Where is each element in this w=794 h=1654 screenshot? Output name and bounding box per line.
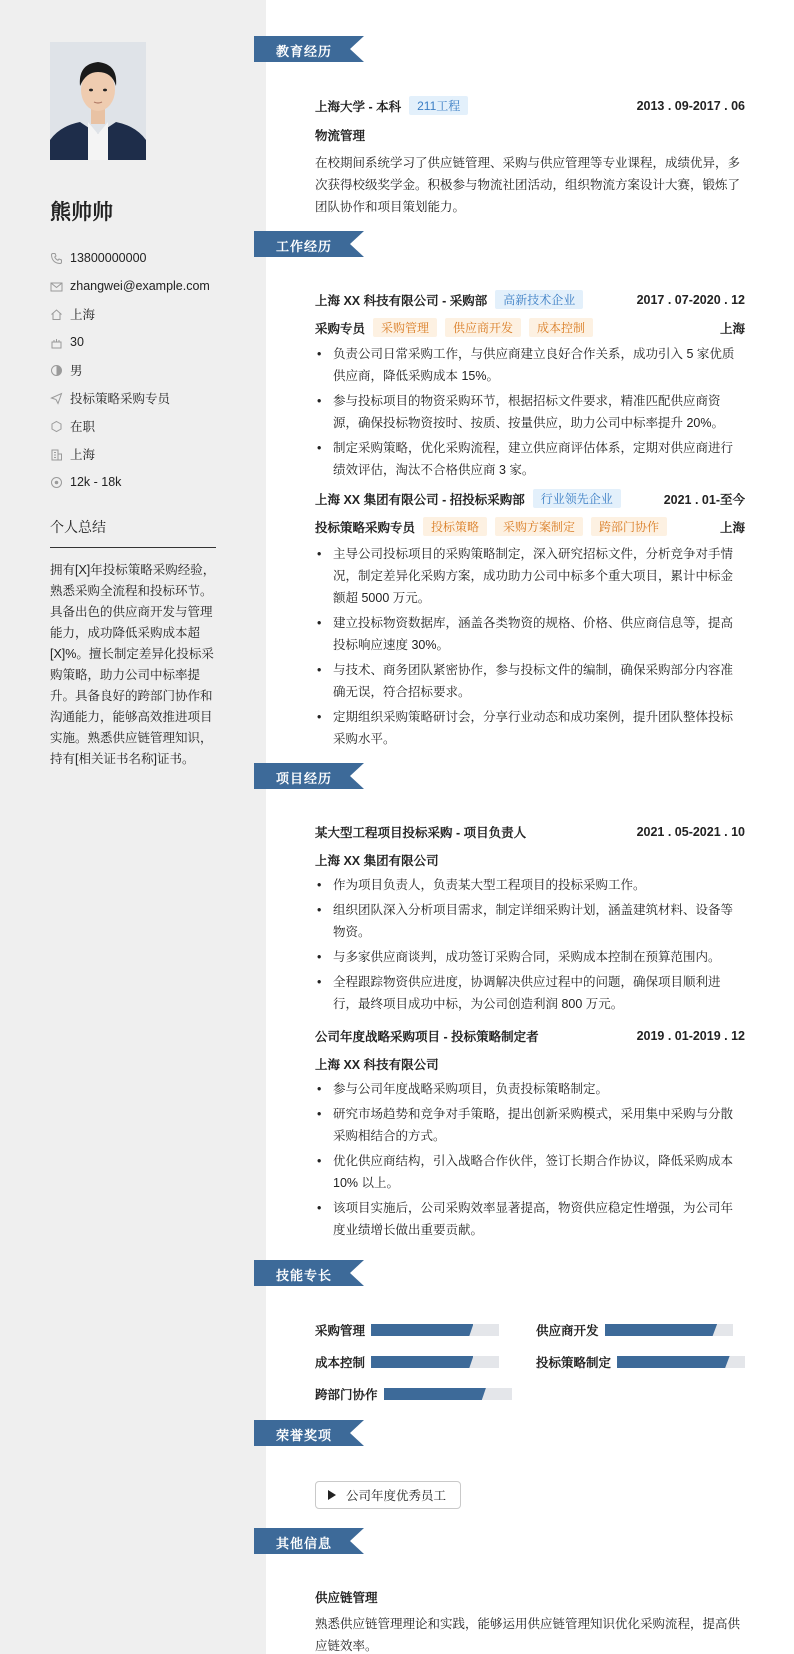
education-description: 在校期间系统学习了供应链管理、采购与供应管理等专业课程，成绩优异，多次获得校级奖学金。积极参与物流社团活动，组织物流方案设计大赛，锻炼了团队协作和项目策划能力。 (315, 156, 741, 214)
honor-badge (315, 1481, 461, 1509)
role-tag: 采购方案制定 (495, 517, 583, 536)
school-name: 上海大学 - 本科 (315, 99, 402, 114)
role-tag: 跨部门协作 (591, 517, 667, 536)
skill-bar-fill (371, 1356, 473, 1368)
info-location (50, 300, 250, 328)
summary-text: 拥有[X]年投标策略采购经验，熟悉采购全流程和投标环节。具备出色的供应商开发与管理能力，成功降低采购成本超[X]%。擅长制定差异化投标采购策略，助力公司中标率提升。具备良好的跨部门协作和沟通能力，能够高效推进项目实施。熟悉供应链管理知识，持有[相关证书名称]证书。 (50, 563, 216, 766)
skill-item (315, 1353, 499, 1371)
section-header-education (254, 36, 364, 62)
info-salary (50, 468, 250, 496)
skill-bar (371, 1356, 499, 1368)
education-date: 2013 . 09-2017 . 06 (636, 98, 745, 113)
project-title: 公司年度战略采购项目 - 投标策略制定者 (315, 1030, 539, 1044)
work-company: 上海 XX 集团有限公司 - 招投标采购部 (315, 492, 525, 507)
work-bullets (315, 343, 745, 484)
project-bullets (315, 874, 745, 1018)
phone-text: 13800000000 (70, 251, 147, 265)
section-header-work (254, 231, 364, 257)
list-item: • 参与公司年度战略采购项目，负责投标策略制定。 (315, 1078, 745, 1100)
skill-name: 供应商开发 (536, 1324, 599, 1338)
salary-icon (50, 476, 63, 489)
list-item: • 主导公司投标项目的采购策略制定，深入研究招标文件，分析竞争对手情况，制定差异化采购方案，成功助力公司中标多个重大项目，累计中标金额超 5000 万元。 (315, 543, 745, 609)
building-icon (50, 448, 63, 461)
section-title-work: 工作经历 (276, 239, 333, 254)
skill-bar-fill (384, 1388, 486, 1400)
work-header (315, 290, 745, 309)
skill-item (315, 1385, 512, 1403)
list-item: • 参与投标项目的物资采购环节，根据招标文件要求，精准匹配供应商资源，确保投标物资按时、按质、按量供应，助力公司中标率提升 20%。 (315, 390, 745, 434)
project-bullets (315, 1078, 745, 1244)
work-company: 上海 XX 科技有限公司 - 采购部 (315, 293, 488, 308)
work-city: 上海 (719, 520, 745, 535)
honor-text: 公司年度优秀员工 (346, 1489, 447, 1503)
play-triangle-icon (328, 1490, 336, 1500)
skill-name: 采购管理 (315, 1324, 366, 1338)
skill-item (536, 1353, 745, 1371)
role-tag: 采购管理 (373, 318, 437, 337)
education-header (315, 96, 745, 115)
list-item: • 全程跟踪物资供应进度，协调解决供应过程中的问题，确保项目顺利进行，最终项目成功中标，为公司创造利润 800 万元。 (315, 971, 745, 1015)
skill-item (315, 1321, 499, 1339)
work-city: 上海 (719, 321, 745, 336)
work-role-row (315, 517, 745, 536)
list-item: • 优化供应商结构，引入战略合作伙伴，签订长期合作协议，降低采购成本 10% 以上。 (315, 1150, 745, 1194)
info-email (50, 272, 250, 300)
list-item: • 负责公司日常采购工作，与供应商建立良好合作关系，成功引入 5 家优质供应商，降低采购成本 15%。 (315, 343, 745, 387)
skill-item (536, 1321, 733, 1339)
info-position (50, 384, 250, 412)
skill-bar-fill (605, 1324, 718, 1336)
skill-bar (617, 1356, 745, 1368)
info-status (50, 412, 250, 440)
list-item: • 作为项目负责人，负责某大型工程项目的投标采购工作。 (315, 874, 745, 896)
status-text: 在职 (70, 420, 96, 434)
email-text: zhangwei@example.com (70, 279, 210, 293)
other-description: 熟悉供应链管理理论和实践，能够运用供应链管理知识优化采购流程，提高供应链效率。 (315, 1617, 741, 1653)
project-title: 某大型工程项目投标采购 - 项目负责人 (315, 826, 527, 840)
list-item: • 研究市场趋势和竞争对手策略，提出创新采购模式，采用集中采购与分散采购相结合的方式。 (315, 1103, 745, 1147)
info-phone (50, 244, 250, 272)
work-role: 投标策略采购专员 (315, 520, 416, 535)
other-title: 供应链管理 (315, 1591, 378, 1605)
section-title-project: 项目经历 (276, 771, 333, 786)
summary-title: 个人总结 (50, 517, 216, 548)
age-text: 30 (70, 335, 84, 349)
home-icon (50, 308, 63, 321)
skill-bar (605, 1324, 733, 1336)
age-icon (50, 336, 63, 349)
info-gender (50, 356, 250, 384)
location-text: 上海 (70, 308, 96, 322)
skill-name: 投标策略制定 (536, 1356, 612, 1370)
avatar-photo (50, 42, 146, 160)
list-item: • 组织团队深入分析项目需求，制定详细采购计划，涵盖建筑材料、设备等物资。 (315, 899, 745, 943)
section-header-honors (254, 1420, 364, 1446)
skill-bar (371, 1324, 499, 1336)
skill-bar-fill (371, 1324, 473, 1336)
list-item: • 建立投标物资数据库，涵盖各类物资的规格、价格、供应商信息等，提高投标响应速度 30%。 (315, 612, 745, 656)
work-role: 采购专员 (315, 321, 366, 336)
position-text: 投标策略采购专员 (70, 392, 171, 406)
project-date: 2019 . 01-2019 . 12 (636, 1029, 745, 1043)
project-date: 2021 . 05-2021 . 10 (636, 825, 745, 839)
role-tag: 供应商开发 (445, 318, 521, 337)
section-title-other: 其他信息 (276, 1536, 333, 1551)
city-text: 上海 (70, 448, 96, 462)
work-bullets (315, 543, 745, 753)
section-header-other (254, 1528, 364, 1554)
skill-bar (384, 1388, 512, 1400)
education-major: 物流管理 (315, 129, 366, 143)
info-city (50, 440, 250, 468)
list-item: • 与多家供应商谈判，成功签订采购合同，采购成本控制在预算范围内。 (315, 946, 745, 968)
work-role-row (315, 318, 745, 337)
project-header (315, 1027, 745, 1045)
list-item: • 制定采购策略，优化采购流程，建立供应商评估体系，定期对供应商进行绩效评估，淘汰不合格供应商 3 家。 (315, 437, 745, 481)
work-date: 2021 . 01-至今 (663, 492, 745, 507)
skill-name: 跨部门协作 (315, 1388, 378, 1402)
gender-text: 男 (70, 364, 83, 378)
salary-text: 12k - 18k (70, 475, 122, 489)
section-header-skills (254, 1260, 364, 1286)
work-date: 2017 . 07-2020 . 12 (636, 292, 745, 307)
send-icon (50, 392, 63, 405)
company-tag: 行业领先企业 (533, 489, 621, 508)
project-company: 上海 XX 集团有限公司 (315, 854, 439, 868)
list-item: • 与技术、商务团队紧密协作，参与投标文件的编制，确保采购部分内容准确无误，符合招标要求。 (315, 659, 745, 703)
project-header (315, 823, 745, 841)
role-tag: 成本控制 (529, 318, 593, 337)
mail-icon (50, 280, 63, 293)
work-header (315, 489, 745, 508)
list-item: • 该项目实施后，公司采购效率显著提高，物资供应稳定性增强，为公司年度业绩增长做出重要贡献。 (315, 1197, 745, 1241)
contact-info-list (50, 244, 250, 496)
role-tag: 投标策略 (423, 517, 487, 536)
gender-icon (50, 364, 63, 377)
section-title-education: 教育经历 (276, 44, 333, 59)
phone-icon (50, 252, 63, 265)
skill-bar-fill (617, 1356, 730, 1368)
skill-name: 成本控制 (315, 1356, 366, 1370)
status-icon (50, 420, 63, 433)
company-tag: 高新技术企业 (495, 290, 583, 309)
project-company: 上海 XX 科技有限公司 (315, 1058, 439, 1072)
list-item: • 定期组织采购策略研讨会，分享行业动态和成功案例，提升团队整体投标采购水平。 (315, 706, 745, 750)
school-tag: 211工程 (409, 96, 468, 115)
section-title-honors: 荣誉奖项 (276, 1428, 333, 1443)
section-header-project (254, 763, 364, 789)
candidate-name: 熊帅帅 (50, 201, 113, 224)
portrait-image (50, 42, 146, 160)
info-age (50, 328, 250, 356)
section-title-skills: 技能专长 (276, 1268, 333, 1283)
